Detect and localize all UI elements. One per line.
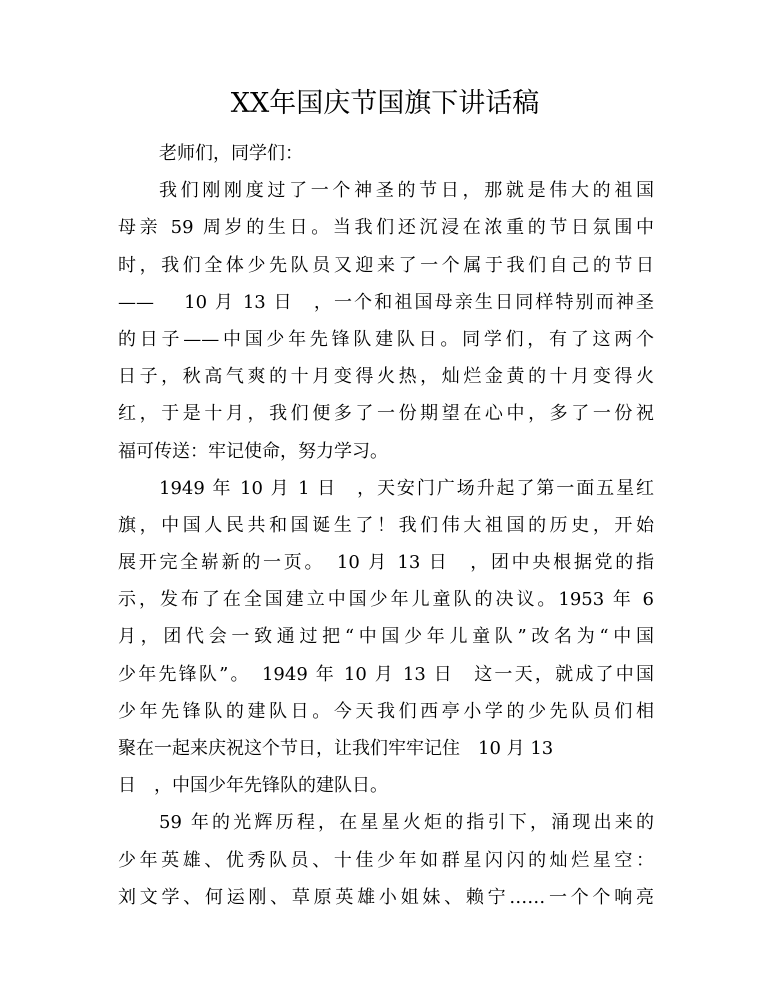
text-line: 我们刚刚度过了一个神圣的节日，那就是伟大的祖国 [159,180,654,202]
text-line: 展开完全崭新的一页。 10 月 13 日 ，团中央根据党的指 [118,552,654,574]
document-title: XX年国庆节国旗下讲话稿 [230,88,540,119]
text-line: 月，团代会一致通过把“中国少年儿童队”改名为“中国 [118,626,654,648]
document-body [118,135,654,916]
text-line: 的日子——中国少年先锋队建队日。同学们，有了这两个 [118,328,654,350]
text-line: 日 ，中国少年先锋队的建队日。 [118,775,388,797]
text-line: 时，我们全体少先队员又迎来了一个属于我们自己的节日 [118,254,654,276]
text-line: 少年先锋队”。 1949 年 10 月 13 日 这一天，就成了中国 [118,663,654,685]
text-line: 福可传送：牢记使命，努力学习。 [118,440,388,462]
text-line: 1949 年 10 月 1 日 ，天安门广场升起了第一面五星红 [159,477,654,499]
text-line: 日子，秋高气爽的十月变得火热，灿烂金黄的十月变得火 [118,366,654,388]
text-line: 老师们，同学们： [159,143,303,164]
paragraph-1 [118,172,654,470]
paragraph-2 [118,470,654,805]
text-line: 少年先锋队的建队日。今天我们西亭小学的少先队员们相 [118,700,654,722]
text-line: 旗，中国人民共和国诞生了！我们伟大祖国的历史，开始 [118,514,654,536]
text-line: 刘文学、何运刚、草原英雄小姐妹、赖宁……一个个响亮 [118,886,654,908]
text-line: 59 年的光辉历程，在星星火炬的指引下，涌现出来的 [159,812,654,834]
text-line: 聚在一起来庆祝这个节日，让我们牢牢记住 10 月 13 [118,738,554,759]
text-line: 红，于是十月，我们便多了一份期望在心中，多了一份祝 [118,403,654,425]
text-line: —— 10 月 13 日 ，一个和祖国母亲生日同样特别而神圣 [118,291,654,313]
text-line: 示，发布了在全国建立中国少年儿童队的决议。1953 年 6 [118,589,654,611]
paragraph-3 [118,804,654,916]
text-line: 母亲 59 周岁的生日。当我们还沉浸在浓重的节日氛围中 [118,217,654,239]
paragraph-greeting [118,135,654,172]
text-line: 少年英雄、优秀队员、十佳少年如群星闪闪的灿烂星空： [118,849,654,871]
